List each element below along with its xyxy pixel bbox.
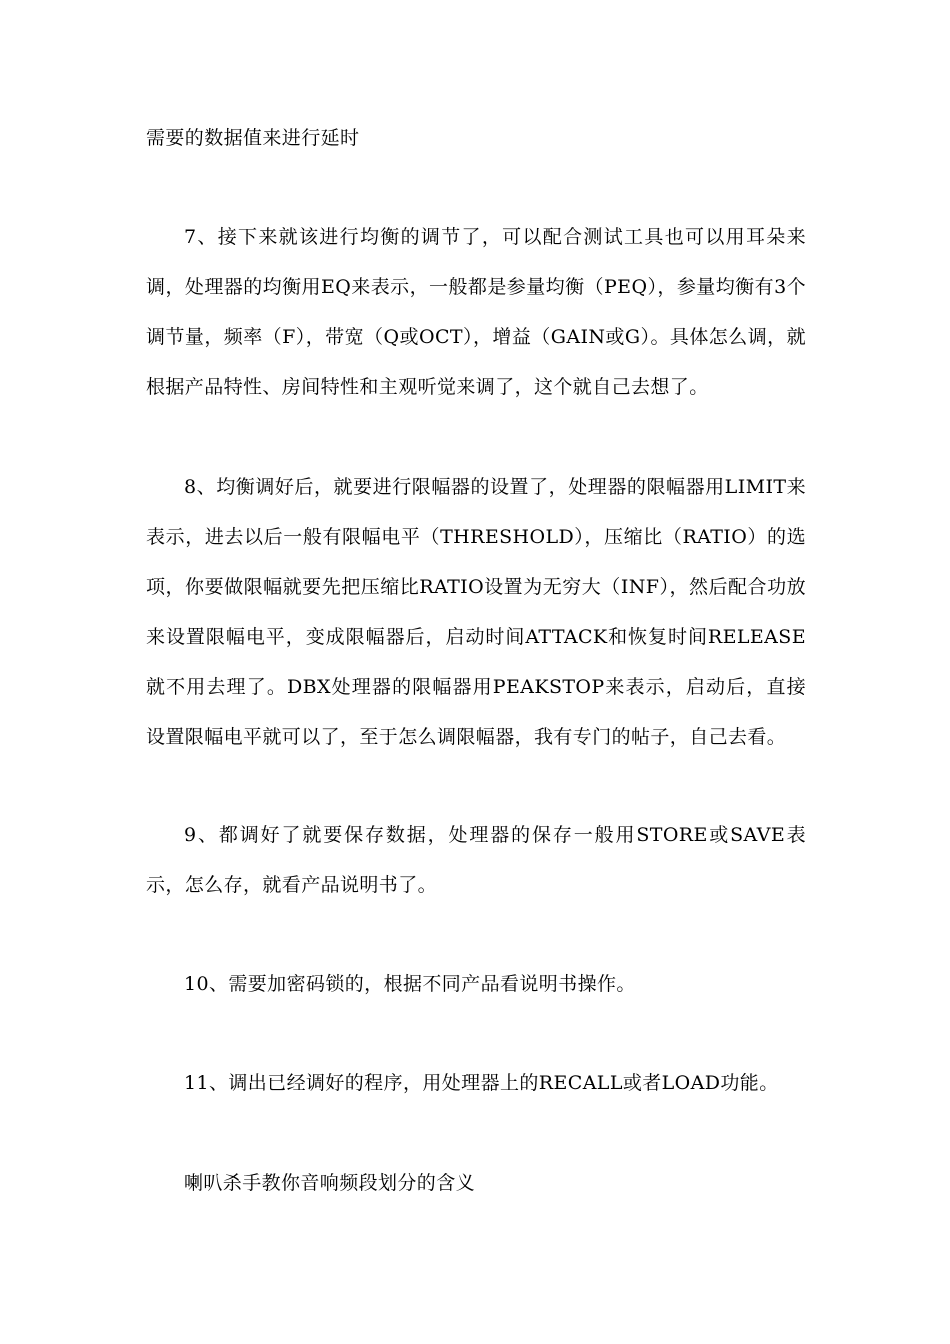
intro-paragraph: 需要的数据值来进行延时	[146, 127, 360, 149]
step-10-paragraph: 10、需要加密码锁的，根据不同产品看说明书操作。	[184, 973, 636, 995]
step-8-paragraph: 8、均衡调好后，就要进行限幅器的设置了，处理器的限幅器用LIMIT来表示，进去以后一般有限幅电平（THRESHOLD），压缩比（RATIO）的选项，你要做限幅就要先把压缩比RATIO设置为无穷大（INF），然后配合功放来设置限幅电平，变成限幅器后，启动时间ATTACK和恢复时间RELEASE就不用去理了。DBX处理器的限幅器用PEAKSTOP来表示，启动后，直接设置限幅电平就可以了，至于怎么调限幅器，我有专门的帖子，自己去看。	[146, 476, 806, 748]
step-9-paragraph: 9、都调好了就要保存数据，处理器的保存一般用STORE或SAVE表示，怎么存，就看产品说明书了。	[146, 824, 806, 896]
section-title: 喇叭杀手教你音响频段划分的含义	[184, 1172, 476, 1194]
step-7-paragraph: 7、接下来就该进行均衡的调节了，可以配合测试工具也可以用耳朵来调，处理器的均衡用EQ来表示，一般都是参量均衡（PEQ），参量均衡有3个调节量，频率（F），带宽（Q或OCT），增益（GAIN或G）。具体怎么调，就根据产品特性、房间特性和主观听觉来调了，这个就自己去想了。	[146, 226, 806, 398]
step-11-paragraph: 11、调出已经调好的程序，用处理器上的RECALL或者LOAD功能。	[184, 1072, 779, 1094]
